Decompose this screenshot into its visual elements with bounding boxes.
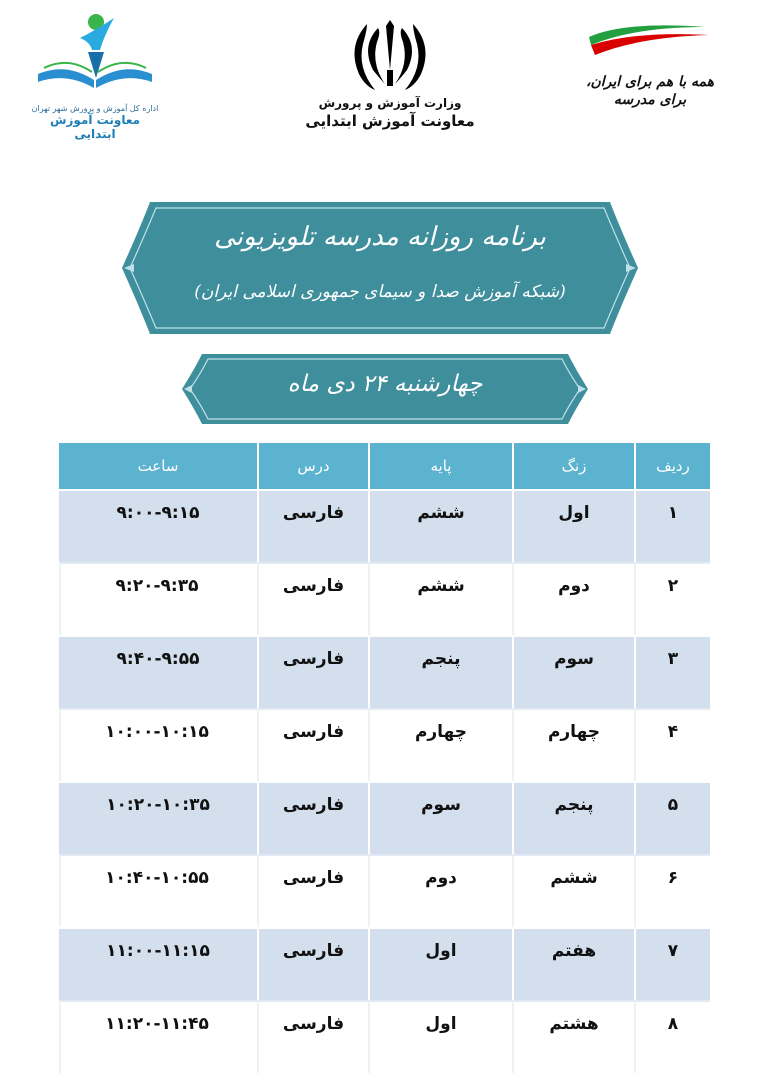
period-cell: سوم — [512, 635, 634, 708]
row-number: ۸ — [634, 1000, 710, 1073]
grade-cell: اول — [368, 927, 512, 1000]
iran-emblem-icon — [345, 12, 435, 92]
table-row — [59, 927, 710, 1000]
schedule-date: چهارشنبه ۲۴ دی ماه — [287, 371, 483, 397]
period-cell: هفتم — [512, 927, 634, 1000]
table-row — [59, 562, 710, 635]
table-header-row — [59, 443, 710, 489]
table-row — [59, 708, 710, 781]
date-banner — [180, 350, 590, 428]
banner-frame — [120, 198, 640, 338]
table-row — [59, 854, 710, 927]
period-cell: هشتم — [512, 1000, 634, 1073]
grade-cell: دوم — [368, 854, 512, 927]
time-cell: ۱۰:۴۰-۱۰:۵۵ — [59, 854, 257, 927]
row-number: ۳ — [634, 635, 710, 708]
time-cell: ۹:۲۰-۹:۳۵ — [59, 562, 257, 635]
logo-left-caption: اداره کل آموزش و پرورش شهر تهران — [31, 104, 159, 113]
period-cell: اول — [512, 489, 634, 562]
grade-cell: اول — [368, 1000, 512, 1073]
ministry-department: معاونت آموزش ابتدایی — [305, 112, 475, 130]
row-number: ۴ — [634, 708, 710, 781]
row-number: ۶ — [634, 854, 710, 927]
row-number: ۷ — [634, 927, 710, 1000]
table-row — [59, 489, 710, 562]
slogan-logo — [585, 15, 715, 135]
time-cell: ۱۱:۰۰-۱۱:۱۵ — [59, 927, 257, 1000]
row-number: ۲ — [634, 562, 710, 635]
subject-cell: فارسی — [257, 489, 368, 562]
header-time: ساعت — [59, 443, 257, 489]
grade-cell: پنجم — [368, 635, 512, 708]
time-cell: ۹:۰۰-۹:۱۵ — [59, 489, 257, 562]
header-grade: پایه — [368, 443, 512, 489]
time-cell: ۹:۴۰-۹:۵۵ — [59, 635, 257, 708]
subject-cell: فارسی — [257, 854, 368, 927]
subject-cell: فارسی — [257, 708, 368, 781]
logo-left-title: معاونت آموزش ابتدایی — [49, 113, 141, 141]
period-cell: چهارم — [512, 708, 634, 781]
period-cell: ششم — [512, 854, 634, 927]
grade-cell: چهارم — [368, 708, 512, 781]
subject-cell: فارسی — [257, 781, 368, 854]
header-subject: درس — [257, 443, 368, 489]
time-cell: ۱۰:۰۰-۱۰:۱۵ — [59, 708, 257, 781]
table-row — [59, 1000, 710, 1073]
subject-cell: فارسی — [257, 927, 368, 1000]
header-period: زنگ — [512, 443, 634, 489]
subject-cell: فارسی — [257, 635, 368, 708]
grade-cell: ششم — [368, 562, 512, 635]
subject-cell: فارسی — [257, 1000, 368, 1073]
header-row-number: ردیف — [634, 443, 710, 489]
education-office-logo — [30, 10, 160, 141]
row-number: ۵ — [634, 781, 710, 854]
page-title: برنامه روزانه مدرسه تلویزیونی — [214, 222, 546, 252]
flag-swoosh-icon — [585, 15, 715, 65]
ministry-name: وزارت آموزش و پرورش — [318, 96, 462, 110]
title-banner — [120, 198, 640, 338]
slogan-text: همه با هم برای ایران، برای مدرسه — [585, 74, 714, 108]
time-cell: ۱۰:۲۰-۱۰:۳۵ — [59, 781, 257, 854]
period-cell: پنجم — [512, 781, 634, 854]
ministry-logo — [300, 12, 480, 142]
period-cell: دوم — [512, 562, 634, 635]
row-number: ۱ — [634, 489, 710, 562]
table-row — [59, 635, 710, 708]
table-row — [59, 781, 710, 854]
schedule-table — [59, 443, 710, 1073]
grade-cell: سوم — [368, 781, 512, 854]
time-cell: ۱۱:۲۰-۱۱:۴۵ — [59, 1000, 257, 1073]
subject-cell: فارسی — [257, 562, 368, 635]
page-subtitle: (شبکه آموزش صدا و سیمای جمهوری اسلامی ایران) — [194, 282, 566, 302]
grade-cell: ششم — [368, 489, 512, 562]
open-book-person-icon — [30, 10, 160, 98]
